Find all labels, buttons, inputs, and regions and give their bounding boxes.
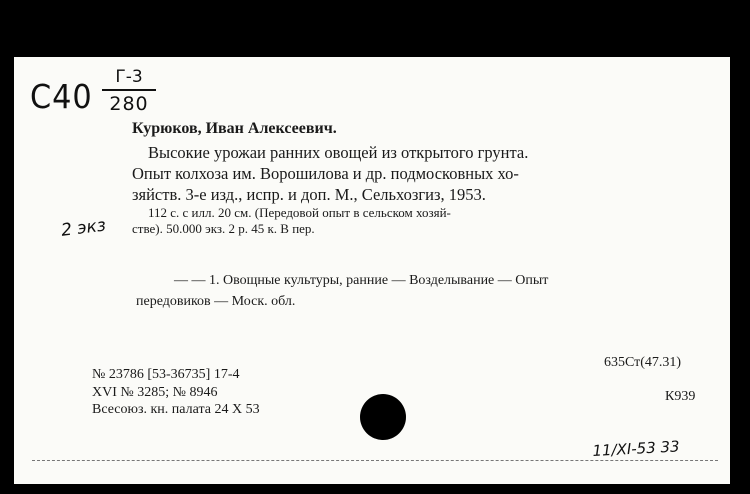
classification-number: 635Ст(47.31) [604, 355, 682, 370]
dotted-rule [32, 460, 718, 461]
author-heading: Курюков, Иван Алексеевич. [132, 120, 337, 137]
registration-line: № 23786 [53-36735] 17-4 [92, 367, 240, 382]
punch-hole [360, 394, 406, 440]
subject-heading: — — 1. Овощные культуры, ранние — Возделывание — Опыт [174, 273, 549, 288]
registration-line: Всесоюз. кн. палата 24 X 53 [92, 402, 260, 417]
call-number-top: Г-3 [102, 67, 156, 91]
catalog-card [14, 57, 730, 484]
call-number-main: C40 [30, 77, 93, 116]
call-number-fraction [102, 67, 156, 115]
description-line: стве). 50.000 экз. 2 р. 45 к. В пер. [132, 221, 315, 236]
title-line: Высокие урожаи ранних овощей из открытого грунта. [148, 143, 529, 162]
subject-heading: передовиков — Моск. обл. [136, 294, 296, 309]
handwritten-date-note: 11/XI-53 33 [592, 437, 681, 460]
call-number-bottom: 280 [109, 93, 149, 115]
title-line: Опыт колхоза им. Ворошилова и др. подмосковных хо- [132, 164, 519, 183]
description-line: 112 с. с илл. 20 см. (Передовой опыт в сельском хозяй- [148, 205, 451, 220]
author-mark: К939 [665, 389, 696, 404]
title-line: зяйств. 3-е изд., испр. и доп. М., Сельхозгиз, 1953. [132, 185, 486, 204]
handwritten-copies-note: 2 экз [60, 215, 107, 241]
registration-line: XVI № 3285; № 8946 [92, 385, 218, 400]
